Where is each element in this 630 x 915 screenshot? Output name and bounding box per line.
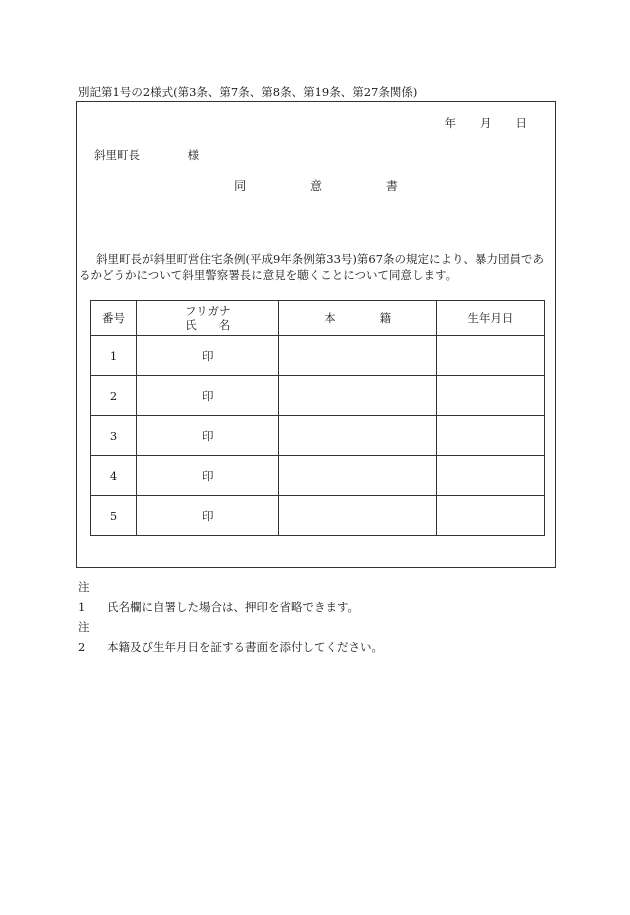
name-field[interactable] (137, 416, 279, 456)
title-char-2: 意 (309, 179, 322, 193)
honseki-field[interactable] (279, 376, 436, 416)
birthdate-field[interactable] (436, 496, 544, 536)
table-row (91, 416, 545, 456)
addressee (94, 147, 199, 163)
name-field[interactable] (137, 376, 279, 416)
date-day-label: 日 (515, 116, 527, 130)
addressee-honorific: 様 (187, 148, 200, 162)
header-shimei (137, 318, 278, 332)
header-honseki-a: 本 (324, 311, 336, 325)
honseki-field[interactable] (279, 416, 436, 456)
header-name (137, 301, 279, 336)
name-field[interactable] (137, 496, 279, 536)
date-line (445, 115, 528, 131)
row-number: 2 (91, 376, 137, 416)
row-number: 1 (91, 336, 137, 376)
honseki-field[interactable] (279, 336, 436, 376)
addressee-name: 斜里町長 (94, 148, 140, 162)
header-number: 番号 (91, 301, 137, 336)
table-row (91, 376, 545, 416)
birthdate-field[interactable] (436, 416, 544, 456)
title-char-1: 同 (234, 179, 247, 193)
consent-table (90, 300, 545, 536)
consent-statement (77, 251, 555, 283)
header-furigana: フリガナ (185, 304, 231, 318)
form-heading: 別記第1号の2様式(第3条、第7条、第8条、第19条、第27条関係) (78, 85, 418, 99)
date-year-label: 年 (444, 116, 456, 130)
footnote-2-text: 本籍及び生年月日を証する書面を添付してください。 (106, 640, 383, 654)
footnotes (78, 577, 383, 657)
table-row (91, 336, 545, 376)
footnote-1-text: 氏名欄に自署した場合は、押印を省略できます。 (106, 600, 360, 614)
row-number: 5 (91, 496, 137, 536)
row-number: 3 (91, 416, 137, 456)
birthdate-field[interactable] (436, 376, 544, 416)
seal-mark: 印 (202, 348, 214, 363)
footnote-2-label: 注2 (78, 620, 90, 654)
footnote-1-label: 注1 (78, 580, 90, 614)
date-month-label: 月 (480, 116, 492, 130)
table-header-row (91, 301, 545, 336)
consent-paragraph: 斜里町長が斜里町営住宅条例(平成9年条例第33号)第67条の規定により、暴力団員であるかどうかについて斜里警察署長に意見を聴くことについて同意します。 (79, 252, 545, 282)
name-field[interactable] (137, 456, 279, 496)
header-name-a: 氏 (185, 318, 197, 332)
seal-mark: 印 (202, 428, 214, 443)
honseki-field[interactable] (279, 456, 436, 496)
name-field[interactable] (137, 336, 279, 376)
birthdate-field[interactable] (436, 456, 544, 496)
seal-mark: 印 (202, 508, 214, 523)
table-row (91, 456, 545, 496)
title-char-3: 書 (385, 179, 398, 193)
seal-mark: 印 (202, 468, 214, 483)
table-row (91, 496, 545, 536)
header-honseki (279, 301, 436, 336)
birthdate-field[interactable] (436, 336, 544, 376)
document-title (77, 177, 555, 194)
footnote-1 (78, 577, 383, 617)
header-name-b: 名 (218, 318, 231, 332)
footnote-2 (78, 617, 383, 657)
row-number: 4 (91, 456, 137, 496)
header-birthdate: 生年月日 (436, 301, 544, 336)
header-honseki-b: 籍 (379, 311, 392, 325)
seal-mark: 印 (202, 388, 214, 403)
honseki-field[interactable] (279, 496, 436, 536)
form-frame (76, 101, 556, 568)
